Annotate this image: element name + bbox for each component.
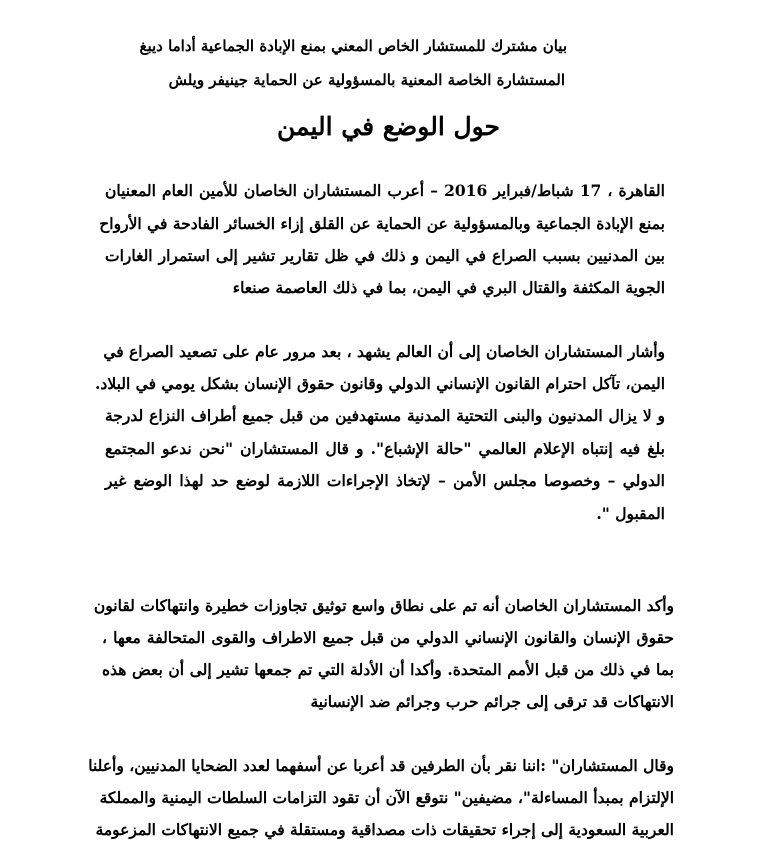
paragraph-line: الانتهاكات قد ترقى إلى جرائم حرب وجرائم ضد الإنسانية	[310, 692, 674, 711]
paragraph-line: الجوية المكثفة والقتال البري في اليمن، بما في ذلك العاصمة صنعاء	[232, 278, 665, 297]
paragraph-line: بين المدنيين بسبب الصراع في اليمن و ذلك في ظل تقارير تشير إلى استمرار الغارات	[105, 246, 665, 265]
document-title: حول الوضع في اليمن	[276, 112, 501, 141]
paragraph-line: حقوق الإنسان والقانون الإنساني الدولي من قبل جميع الاطراف والقوى المتحالفة معها ،	[102, 628, 674, 647]
paragraph-line: و لا يزال المدنيون والبنى التحتية المدنية مستهدفين من قبل جميع أطراف النزاع لدرجة	[105, 406, 665, 425]
paragraph-line: الدولي – وخصوصا مجلس الأمن – لإتخاذ الإجراءات اللازمة لوضع حد لهذا الوضع غير	[105, 471, 665, 490]
paragraph-line: العربية السعودية إلى إجراء تحقيقات ذات مصداقية ومستقلة في جميع الانتهاكات المزعومة	[95, 820, 674, 839]
paragraph-line: وقال المستشاران" :اننا نقر بأن الطرفين قد أعربا عن أسفهما لعدد الضحايا المدنيين، وأعلنا	[88, 756, 674, 775]
paragraph-line: اليمن، تآكل احترام القانون الإنساني الدولي وقانون حقوق الإنسان بشكل يومي في البلاد.	[95, 374, 665, 393]
header-line-1: بيان مشترك للمستشار الخاص المعني بمنع الإبادة الجماعية أداما ديبغ	[139, 37, 567, 55]
paragraph-line: بمنع الإبادة الجماعية وبالمسؤولية عن الحماية عن القلق إزاء الخسائر الفادحة في الأرواح	[99, 214, 665, 233]
paragraph-line: وأكد المستشاران الخاصان أنه تم على نطاق واسع توثيق تجاوزات خطيرة وانتهاكات لقانون	[93, 596, 674, 615]
paragraph-line: وأشار المستشاران الخاصان إلى أن العالم يشهد ، بعد مرور عام على تصعيد الصراع في	[103, 342, 665, 361]
header-line-2: المستشارة الخاصة المعنية بالمسؤولية عن الحماية جينيفر ويلش	[168, 71, 565, 89]
paragraph-line: القاهرة ، 17 شباط/فبراير 2016 – أعرب المستشاران الخاصان للأمين العام المعنيان	[105, 181, 665, 200]
paragraph-line: الإلتزام بمبدأ المساءلة"، مضيفين" نتوقع الآن أن تقود التزامات السلطات اليمنية والمملكة	[99, 788, 674, 807]
paragraph-line: بلغ فيه إنتباه الإعلام العالمي "حالة الإشباع". و قال المستشاران "نحن ندعو المجتمع	[105, 439, 665, 458]
paragraph-line: بما في ذلك من قبل الأمم المتحدة. وأكدا أن الأدلة التي تم جمعها تشير إلى أن بعض هذه	[102, 660, 674, 679]
paragraph-line: المقبول ".	[596, 504, 665, 523]
